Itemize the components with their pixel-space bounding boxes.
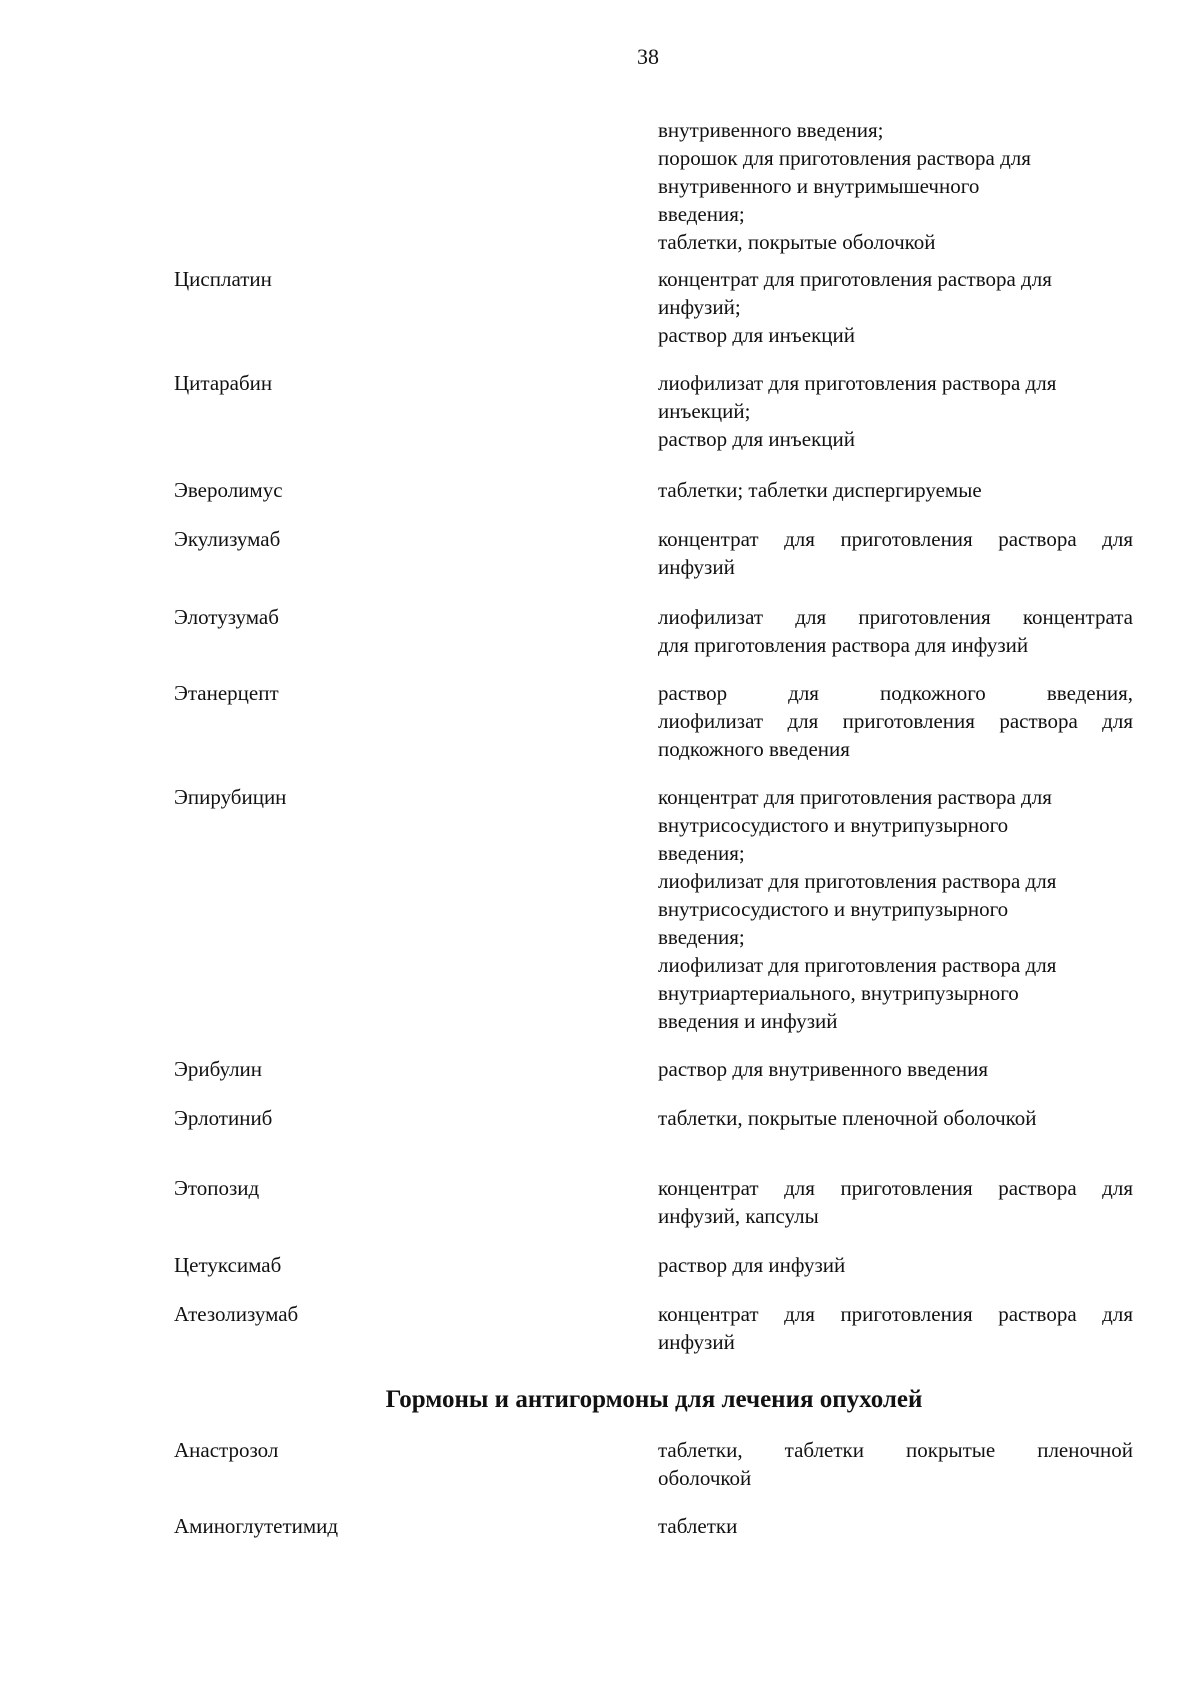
dosage-form-line: порошок для приготовления раствора для xyxy=(658,146,1031,170)
dosage-form-line: внутривенного введения; xyxy=(658,118,884,142)
dosage-form-cell xyxy=(658,116,1133,256)
drug-name: Цетуксимаб xyxy=(174,1253,282,1277)
drug-name: Эверолимус xyxy=(174,478,283,502)
dosage-form-line: лиофилизат для приготовления раствора для xyxy=(658,371,1057,395)
dosage-form-line: внутрисосудистого и внутрипузырного xyxy=(658,813,1009,837)
drug-name: Этопозид xyxy=(174,1176,260,1200)
dosage-form-line: инфузий xyxy=(658,1330,735,1354)
dosage-form-line: раствор для инфузий xyxy=(658,1253,846,1277)
drug-name: Эпирубицин xyxy=(174,785,287,809)
dosage-form-line: подкожного введения xyxy=(658,737,850,761)
dosage-form-line: внутривенного и внутримышечного xyxy=(658,174,980,198)
drug-name: Эрлотиниб xyxy=(174,1106,273,1130)
dosage-form-line: концентрат для приготовления раствора для xyxy=(658,1176,1133,1200)
dosage-form-cell xyxy=(658,783,1133,1035)
drug-name: Анастрозол xyxy=(174,1438,279,1462)
dosage-form-line: лиофилизат для приготовления концентрата xyxy=(658,605,1133,629)
dosage-form-line: раствор для инъекций xyxy=(658,427,855,451)
dosage-form-line: введения; xyxy=(658,202,745,226)
dosage-form-line: таблетки, таблетки покрытые пленочной xyxy=(658,1438,1133,1462)
drug-name: Элотузумаб xyxy=(174,605,279,629)
dosage-form-cell xyxy=(658,1512,1133,1540)
dosage-form-cell xyxy=(658,1104,1133,1132)
dosage-form-cell xyxy=(658,1055,1133,1083)
dosage-form-line: концентрат для приготовления раствора для xyxy=(658,785,1052,809)
dosage-form-line: введения и инфузий xyxy=(658,1009,838,1033)
dosage-form-line: инфузий, капсулы xyxy=(658,1204,819,1228)
dosage-form-line: инфузий; xyxy=(658,295,741,319)
dosage-form-cell xyxy=(658,1436,1133,1492)
drug-name: Аминоглутетимид xyxy=(174,1514,339,1538)
dosage-form-line: введения; xyxy=(658,841,745,865)
dosage-form-line: внутриартериального, внутрипузырного xyxy=(658,981,1019,1005)
dosage-form-line: для приготовления раствора для инфузий xyxy=(658,633,1029,657)
dosage-form-line: таблетки xyxy=(658,1514,738,1538)
dosage-form-line: концентрат для приготовления раствора для xyxy=(658,527,1133,551)
dosage-form-cell xyxy=(658,369,1133,453)
dosage-form-line: раствор для подкожного введения, xyxy=(658,681,1133,705)
drug-name: Этанерцепт xyxy=(174,681,279,705)
drug-name: Цисплатин xyxy=(174,267,272,291)
dosage-form-cell xyxy=(658,476,1133,504)
dosage-form-line: инъекций; xyxy=(658,399,751,423)
dosage-form-line: раствор для инъекций xyxy=(658,323,855,347)
dosage-form-line: таблетки, покрытые пленочной оболочкой xyxy=(658,1106,1037,1130)
page-number: 38 xyxy=(637,44,659,69)
dosage-form-line: концентрат для приготовления раствора для xyxy=(658,1302,1133,1326)
dosage-form-line: инфузий xyxy=(658,555,735,579)
dosage-form-line: таблетки, покрытые оболочкой xyxy=(658,230,936,254)
dosage-form-line: таблетки; таблетки диспергируемые xyxy=(658,478,982,502)
drug-name: Экулизумаб xyxy=(174,527,281,551)
dosage-form-line: лиофилизат для приготовления раствора для xyxy=(658,869,1057,893)
dosage-form-cell xyxy=(658,1251,1133,1279)
drug-name: Атезолизумаб xyxy=(174,1302,299,1326)
dosage-form-line: лиофилизат для приготовления раствора для xyxy=(658,953,1057,977)
drug-name: Цитарабин xyxy=(174,371,273,395)
dosage-form-cell xyxy=(658,1174,1133,1230)
dosage-form-cell xyxy=(658,679,1133,763)
drug-name: Эрибулин xyxy=(174,1057,263,1081)
dosage-form-cell xyxy=(658,1300,1133,1356)
dosage-form-cell xyxy=(658,265,1133,349)
dosage-form-line: введения; xyxy=(658,925,745,949)
dosage-form-line: внутрисосудистого и внутрипузырного xyxy=(658,897,1009,921)
dosage-form-cell xyxy=(658,525,1133,581)
dosage-form-line: лиофилизат для приготовления раствора для xyxy=(658,709,1133,733)
dosage-form-line: раствор для внутривенного введения xyxy=(658,1057,989,1081)
dosage-form-line: концентрат для приготовления раствора для xyxy=(658,267,1052,291)
section-heading: Гормоны и антигормоны для лечения опухолей xyxy=(385,1386,923,1413)
dosage-form-line: оболочкой xyxy=(658,1466,752,1490)
dosage-form-cell xyxy=(658,603,1133,659)
